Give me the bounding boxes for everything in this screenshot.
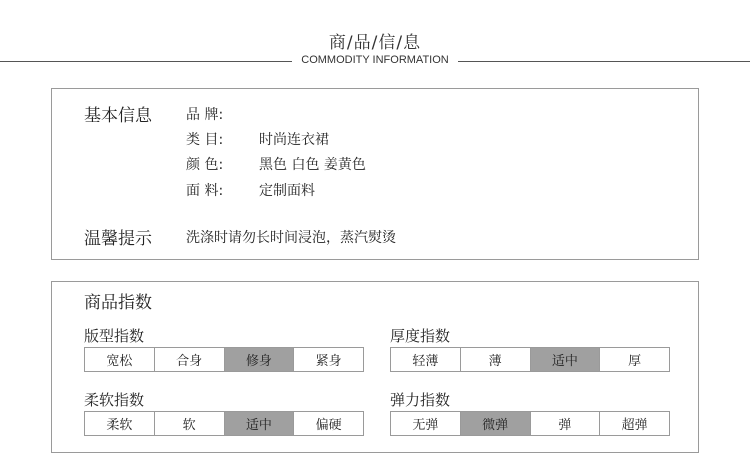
fabric-label: 面 料: (186, 183, 224, 199)
softness-option: 柔软 (106, 418, 133, 433)
product-index-label: 商品指数 (84, 293, 152, 313)
softness-option: 偏硬 (293, 412, 363, 435)
color-value: 黑色 白色 姜黄色 (259, 157, 366, 173)
basic-info-label: 基本信息 (84, 106, 152, 126)
tips-label: 温馨提示 (84, 229, 152, 249)
softness-index-scale (84, 411, 364, 436)
color-label: 颜 色: (186, 157, 224, 173)
elasticity-index-title: 弹力指数 (390, 391, 451, 409)
page-title: 商/品/信/息 (328, 33, 422, 53)
thickness-index-title: 厚度指数 (390, 327, 451, 345)
basic-info-panel (51, 88, 699, 260)
tips-text: 洗涤时请勿长时间浸泡，蒸汽熨烫 (186, 230, 396, 246)
elasticity-option: 超弹 (599, 412, 669, 435)
fit-option: 修身 (224, 348, 294, 371)
thickness-option: 薄 (460, 348, 530, 371)
thickness-option: 适中 (530, 348, 600, 371)
elasticity-index-scale (390, 411, 670, 436)
elasticity-option: 微弹 (460, 412, 530, 435)
header-divider-left (0, 61, 292, 62)
elasticity-option: 无弹 (412, 418, 439, 433)
thickness-index-scale (390, 347, 670, 372)
fit-option: 紧身 (293, 348, 363, 371)
category-label: 类 目: (186, 132, 224, 148)
brand-label: 品 牌: (186, 107, 224, 123)
product-index-panel (51, 281, 699, 453)
fit-index-title: 版型指数 (84, 327, 145, 345)
elasticity-option: 弹 (530, 412, 600, 435)
thickness-option: 厚 (599, 348, 669, 371)
softness-option: 软 (154, 412, 224, 435)
category-value: 时尚连衣裙 (259, 132, 329, 148)
thickness-option: 轻薄 (412, 354, 439, 369)
softness-index-title: 柔软指数 (84, 391, 145, 409)
page-subtitle: COMMODITY INFORMATION (301, 54, 449, 66)
fit-index-scale (84, 347, 364, 372)
fit-option: 宽松 (106, 354, 133, 369)
fabric-value: 定制面料 (259, 183, 315, 199)
fit-option: 合身 (154, 348, 224, 371)
header-divider-right (458, 61, 750, 62)
softness-option: 适中 (224, 412, 294, 435)
